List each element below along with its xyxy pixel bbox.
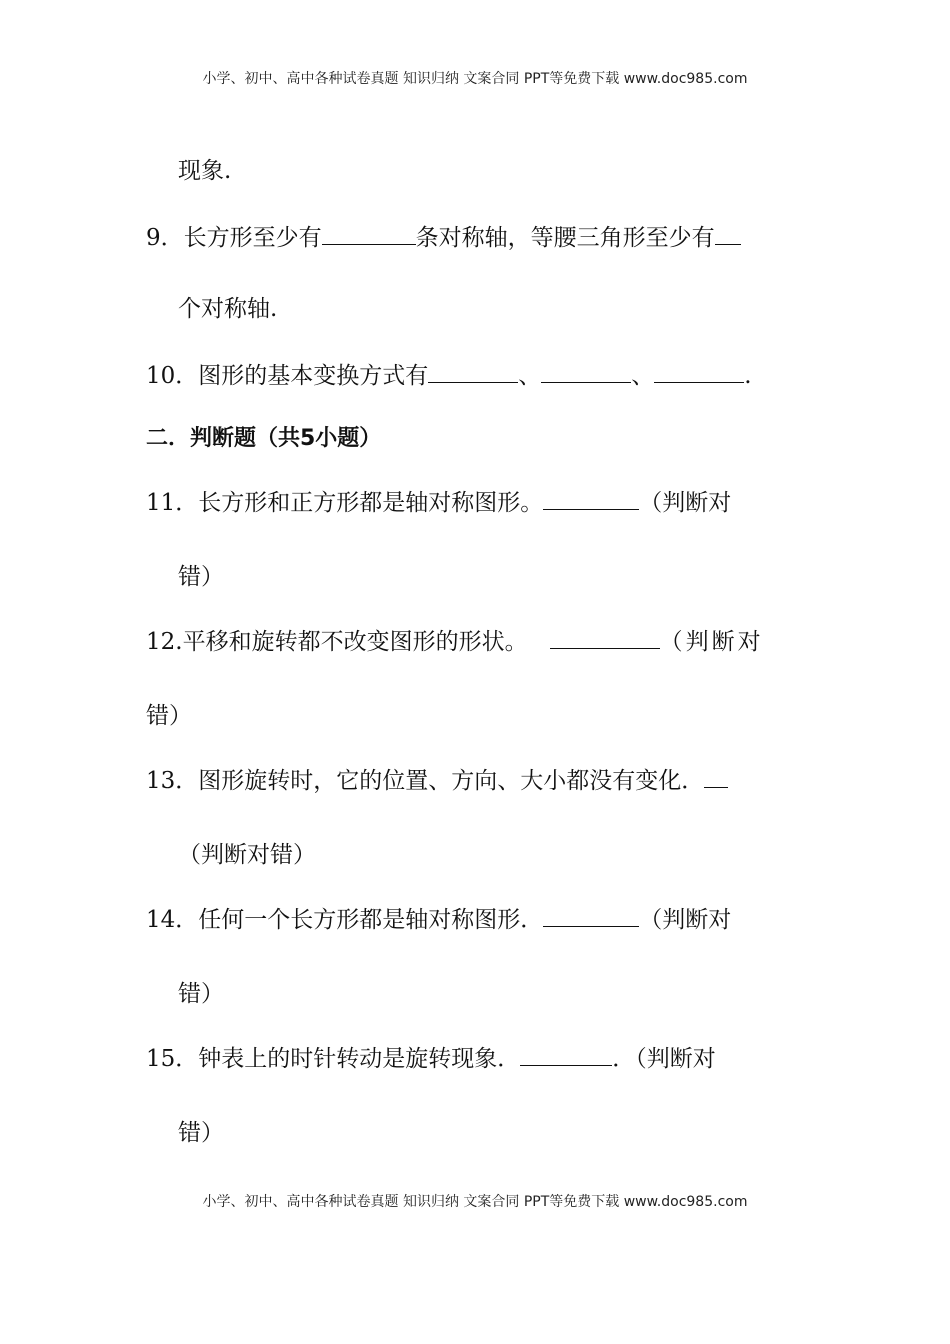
q9-blank-1[interactable] <box>322 222 416 245</box>
q15-text: 15．钟表上的时针转动是旋转现象． <box>146 1046 521 1072</box>
q10-blank-2[interactable] <box>541 360 631 383</box>
question-10 <box>146 360 752 391</box>
q11-text: 11．长方形和正方形都是轴对称图形。 <box>146 490 544 516</box>
q11-continuation: 错） <box>178 564 224 590</box>
page-footer: 小学、初中、高中各种试卷真题 知识归纳 文案合同 PPT等免费下载 www.doc985.com <box>202 1194 748 1210</box>
q15-judge: （判断对 <box>635 1046 716 1072</box>
q11-judge: （判断对 <box>639 490 732 516</box>
q10-text: 10．图形的基本变换方式有 <box>146 363 429 389</box>
q12-blank[interactable] <box>550 626 660 649</box>
q15-dot: ． <box>612 1046 636 1072</box>
q10-blank-1[interactable] <box>428 360 518 383</box>
q14-judge: （判断对 <box>639 907 732 933</box>
q9-text-b: 条对称轴，等腰三角形至少有 <box>415 225 715 251</box>
q11-blank[interactable] <box>543 487 639 510</box>
question-9 <box>146 222 741 253</box>
q9-text-a: 9．长方形至少有 <box>146 225 322 251</box>
q12-text: 12.平移和旋转都不改变图形的形状。 <box>146 629 528 655</box>
page-header: 小学、初中、高中各种试卷真题 知识归纳 文案合同 PPT等免费下载 www.doc985.com <box>202 71 748 87</box>
q10-sep-1: 、 <box>518 363 542 389</box>
question-12 <box>146 626 764 657</box>
q10-blank-3[interactable] <box>654 360 744 383</box>
q14-text: 14．任何一个长方形都是轴对称图形． <box>146 907 544 933</box>
q15-continuation: 错） <box>178 1120 224 1146</box>
q12-continuation: 错） <box>146 703 192 729</box>
q15-blank[interactable] <box>520 1043 612 1066</box>
q14-blank[interactable] <box>543 904 639 927</box>
q10-sep-2: 、 <box>631 363 655 389</box>
q13-text: 13．图形旋转时，它的位置、方向、大小都没有变化． <box>146 768 705 794</box>
q14-continuation: 错） <box>178 981 224 1007</box>
q12-judge: （判断对 <box>659 629 764 655</box>
section-2-heading: 二．判断题（共5小题） <box>146 426 382 451</box>
q9-continuation: 个对称轴. <box>178 296 278 322</box>
q8-continuation: 现象. <box>178 158 232 184</box>
q10-end: . <box>744 363 752 389</box>
question-14 <box>146 904 731 935</box>
q9-blank-2[interactable] <box>715 222 741 245</box>
q13-continuation: （判断对错） <box>178 842 316 868</box>
question-15 <box>146 1043 716 1074</box>
q13-blank[interactable] <box>704 765 728 788</box>
question-13 <box>146 765 728 796</box>
question-11 <box>146 487 731 518</box>
